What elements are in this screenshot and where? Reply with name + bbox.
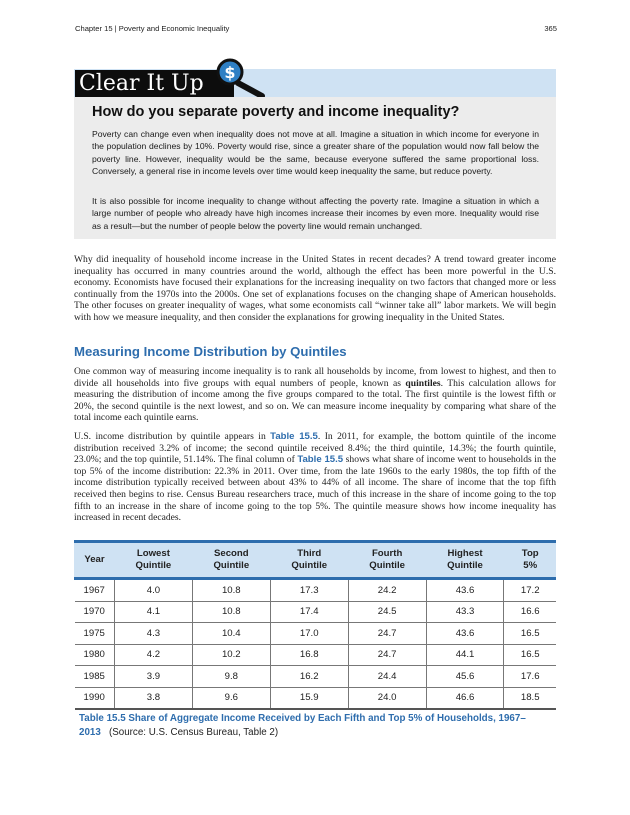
feature-paragraph-2: It is also possible for income inequality to change without affecting the poverty rate. Imagine a situation in which a large number of people who already have high incomes increase their incomes by even more. Inequality would rise as a result—but the number of people below the poverty line would remain unchanged. (92, 196, 539, 231)
cell-value: 4.1 (114, 601, 192, 623)
cell-year: 1990 (75, 687, 115, 709)
cell-year: 1975 (75, 623, 115, 645)
distribution-paragraph: U.S. income distribution by quintile appears in Table 15.5. In 2011, for example, the bottom quintile of the income distribution received 3.2% of income; the second quintile received 8.4%; the third quintile, 14.3%; the fourth quintile, 23.0%; and the top quintile, 51.14%. The final column of Table 15.5 shows what share of income went to households in the top 5% of the income distribution: 22.3% in 2011. Over time, from the late 1960s to the early 1980s, the top fifth of the income distribution typically received between about 43% to 44% of all income. The share of income that the top fifth received then begins to rise. Census Bureau researchers trace, much of this increase in the share of income going to the top fifth to an increase in the share of income going to the top 5%. The quintile measure shows how income inequality has increased in recent decades. (74, 431, 556, 524)
cell-year: 1980 (75, 644, 115, 666)
header-year: Year (75, 542, 115, 579)
cell-value: 16.2 (270, 666, 348, 688)
cell-value: 15.9 (270, 687, 348, 709)
svg-text:$: $ (224, 63, 236, 82)
cell-value: 9.8 (192, 666, 270, 688)
header-fourth-quintile: Fourth Quintile (348, 542, 426, 579)
cell-value: 17.3 (270, 579, 348, 602)
table-row (75, 666, 557, 688)
header-third-quintile: Third Quintile (270, 542, 348, 579)
cell-value: 17.0 (270, 623, 348, 645)
table-row (75, 601, 557, 623)
page-number: 365 (544, 24, 557, 33)
table-row (75, 644, 557, 666)
table-caption (79, 712, 549, 740)
cell-value: 10.4 (192, 623, 270, 645)
table-link[interactable]: Table 15.5 (270, 431, 318, 442)
cell-value: 24.5 (348, 601, 426, 623)
cell-value: 17.6 (504, 666, 556, 688)
cell-value: 4.3 (114, 623, 192, 645)
cell-value: 16.5 (504, 623, 556, 645)
caption-title: Table 15.5 Share of Aggregate Income Received by Each Fifth and Top 5% of Households, 1967–2013 (79, 713, 526, 738)
table-link[interactable]: Table 15.5 (297, 454, 344, 466)
magnifier-dollar-icon (212, 57, 266, 99)
page-header (75, 24, 557, 38)
cell-value: 16.8 (270, 644, 348, 666)
chapter-title: Chapter 15 | Poverty and Economic Inequality (75, 24, 230, 33)
income-quintile-table (74, 540, 556, 710)
cell-value: 18.5 (504, 687, 556, 709)
cell-year: 1970 (75, 601, 115, 623)
quintile-paragraph: One common way of measuring income inequality is to rank all households by income, from lowest to highest, and then to divide all households into five groups with equal numbers of people, known as quintiles. This calculation allows for measuring the distribution of income among the five groups compared to the total. The first quintile is the lowest fifth or 20%, the second quintile is the next lowest, and so on. We can measure income inequality by comparing what share of the total income each quintile earns. (74, 366, 556, 424)
term-quintiles: quintiles (405, 377, 441, 389)
cell-value: 43.6 (426, 623, 504, 645)
cell-value: 17.2 (504, 579, 556, 602)
cell-value: 43.6 (426, 579, 504, 602)
cell-value: 46.6 (426, 687, 504, 709)
caption-source: (Source: U.S. Census Bureau, Table 2) (108, 727, 279, 738)
table-row (75, 687, 557, 709)
cell-value: 10.8 (192, 601, 270, 623)
cell-value: 3.9 (114, 666, 192, 688)
cell-value: 9.6 (192, 687, 270, 709)
cell-value: 44.1 (426, 644, 504, 666)
feature-paragraph-1: Poverty can change even when inequality does not move at all. Imagine a situation in which income for everyone in the population declines by 10%. Poverty would rise, since a greater share of the population would now fall below the poverty line. However, inequality would be the same, because everyone suffered the same proportional loss. Conversely, a general rise in income levels over time would keep inequality the same, but reduce poverty. (92, 129, 539, 177)
cell-value: 43.3 (426, 601, 504, 623)
table-row (75, 623, 557, 645)
cell-value: 24.7 (348, 623, 426, 645)
cell-value: 10.2 (192, 644, 270, 666)
cell-value: 24.0 (348, 687, 426, 709)
header-top-5-percent: Top 5% (504, 542, 556, 579)
cell-value: 10.8 (192, 579, 270, 602)
cell-value: 24.2 (348, 579, 426, 602)
cell-year: 1985 (75, 666, 115, 688)
header-highest-quintile: Highest Quintile (426, 542, 504, 579)
cell-value: 17.4 (270, 601, 348, 623)
table-row (75, 579, 557, 602)
cell-year: 1967 (75, 579, 115, 602)
table-header-row (75, 542, 557, 579)
cell-value: 16.6 (504, 601, 556, 623)
clear-it-up-label: Clear It Up (75, 70, 234, 97)
section-heading: Measuring Income Distribution by Quintiles (74, 344, 347, 359)
cell-value: 24.4 (348, 666, 426, 688)
header-second-quintile: Second Quintile (192, 542, 270, 579)
cell-value: 3.8 (114, 687, 192, 709)
cell-value: 24.7 (348, 644, 426, 666)
feature-question: How do you separate poverty and income inequality? (92, 104, 460, 120)
cell-value: 45.6 (426, 666, 504, 688)
cell-value: 16.5 (504, 644, 556, 666)
cell-value: 4.0 (114, 579, 192, 602)
header-lowest-quintile: Lowest Quintile (114, 542, 192, 579)
cell-value: 4.2 (114, 644, 192, 666)
intro-paragraph: Why did inequality of household income increase in the United States in recent decades? A trend toward greater income inequality has occurred in many countries around the world, although the effect has been more powerful in the U.S. economy. Economists have focused their explanations for the increasing inequality on two factors that changed more or less continually from the 1970s into the 2000s. One set of explanations focuses on the changing shape of American households. The other focuses on greater inequality of wages, what some economists call “winner take all” labor markets. We will begin with how we measure inequality, and then consider the explanations for growing inequality in the United States. (74, 254, 556, 323)
